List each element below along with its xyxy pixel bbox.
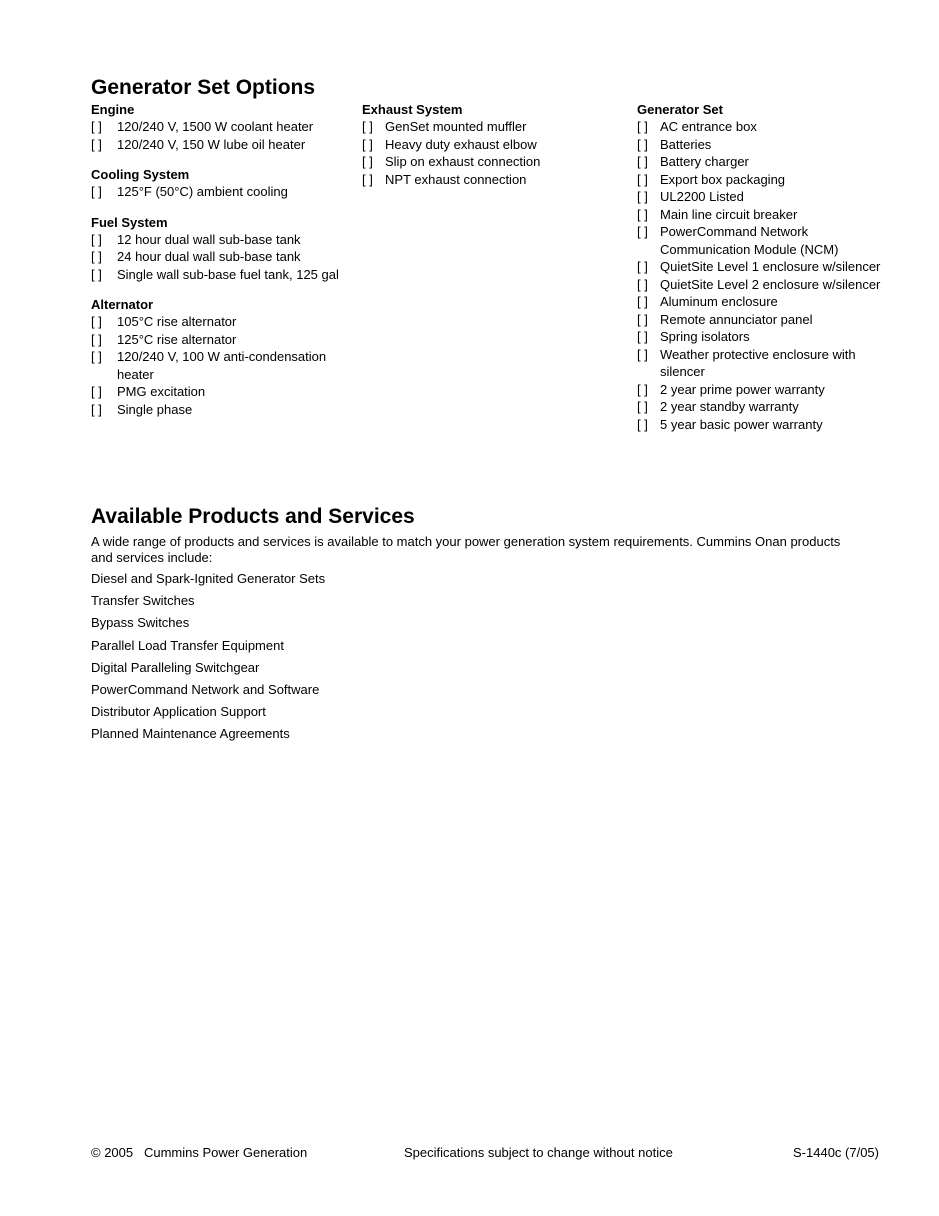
engine-group — [91, 101, 353, 153]
footer-notice: Specifications subject to change without notice — [404, 1145, 673, 1160]
options-column-2 — [362, 101, 624, 201]
footer-copyright: © 2005 Cummins Power Generation — [91, 1145, 308, 1160]
service-item: PowerCommand Network and Software — [91, 681, 320, 697]
option-label: Slip on exhaust connection — [385, 154, 541, 169]
option-label: Aluminum enclosure — [660, 294, 778, 309]
service-item: Distributor Application Support — [91, 704, 266, 720]
option-label: 120/240 V, 100 W anti-condensation heater — [117, 349, 327, 382]
option-item — [637, 118, 899, 136]
option-label: NPT exhaust connection — [385, 171, 527, 187]
option-label: 120/240 V, 1500 W coolant heater — [117, 119, 314, 134]
option-item — [91, 348, 353, 383]
option-item — [362, 118, 624, 136]
option-item — [91, 383, 353, 401]
option-label: PowerCommand Network Communication Module (NCM) — [660, 224, 839, 257]
option-label: AC entrance box — [660, 119, 757, 134]
option-item — [637, 381, 899, 399]
checkbox: [ ] — [637, 381, 648, 397]
option-label: 120/240 V, 150 W lube oil heater — [117, 136, 306, 152]
option-item — [91, 313, 353, 331]
options-column-3 — [637, 101, 899, 446]
option-item — [91, 183, 353, 201]
option-item — [91, 118, 353, 136]
fuel-group — [91, 214, 353, 284]
service-item: Bypass Switches — [91, 615, 190, 631]
checkbox: [ ] — [362, 154, 373, 169]
option-label: QuietSite Level 2 enclosure w/silencer — [660, 276, 881, 292]
group-title: Generator Set — [637, 102, 723, 117]
checkbox: [ ] — [637, 259, 648, 274]
checkbox: [ ] — [637, 276, 648, 292]
option-item — [362, 136, 624, 154]
option-label: 125°F (50°C) ambient cooling — [117, 184, 288, 199]
option-item — [637, 171, 899, 189]
option-label: 2 year standby warranty — [660, 399, 799, 414]
option-label: 105°C rise alternator — [117, 314, 237, 329]
option-label: 12 hour dual wall sub-base tank — [117, 231, 301, 247]
checkbox: [ ] — [362, 119, 373, 134]
checkbox: [ ] — [637, 416, 648, 432]
checkbox: [ ] — [91, 331, 102, 347]
group-title: Alternator — [91, 297, 154, 312]
checkbox: [ ] — [362, 171, 373, 187]
option-label: GenSet mounted muffler — [385, 119, 527, 134]
option-item — [637, 416, 899, 434]
option-label: Main line circuit breaker — [660, 206, 798, 222]
option-item — [637, 136, 899, 154]
option-item — [637, 293, 899, 311]
services-title: Available Products and Services — [91, 505, 415, 528]
option-item — [91, 136, 353, 154]
option-label: 5 year basic power warranty — [660, 416, 823, 432]
option-item — [637, 206, 899, 224]
exhaust-group — [362, 101, 624, 188]
option-item — [91, 401, 353, 419]
checkbox: [ ] — [637, 311, 648, 327]
checkbox: [ ] — [637, 189, 648, 204]
checkbox: [ ] — [91, 231, 102, 247]
options-column-1 — [91, 101, 353, 431]
group-title: Exhaust System — [362, 102, 463, 117]
service-item: Parallel Load Transfer Equipment — [91, 637, 284, 653]
group-title: Engine — [91, 102, 135, 117]
option-label: Batteries — [660, 136, 712, 152]
checkbox: [ ] — [91, 136, 102, 152]
option-label: 125°C rise alternator — [117, 331, 237, 347]
option-label: PMG excitation — [117, 384, 206, 399]
checkbox: [ ] — [637, 171, 648, 187]
option-item — [637, 223, 899, 258]
option-label: UL2200 Listed — [660, 189, 744, 204]
checkbox: [ ] — [637, 346, 648, 362]
footer-doc-number: S-1440c (7/05) — [793, 1145, 879, 1160]
option-item — [362, 171, 624, 189]
option-label: Remote annunciator panel — [660, 311, 813, 327]
cooling-group — [91, 166, 353, 201]
checkbox: [ ] — [91, 384, 102, 399]
option-item — [637, 346, 899, 381]
option-label: QuietSite Level 1 enclosure w/silencer — [660, 259, 881, 274]
option-label: Heavy duty exhaust elbow — [385, 136, 537, 152]
checkbox: [ ] — [637, 206, 648, 222]
checkbox: [ ] — [91, 314, 102, 329]
checkbox: [ ] — [362, 136, 373, 152]
checkbox: [ ] — [91, 266, 102, 282]
options-title: Generator Set Options — [91, 76, 316, 99]
option-label: Export box packaging — [660, 171, 786, 187]
option-item — [637, 276, 899, 294]
checkbox: [ ] — [637, 294, 648, 309]
option-label: 2 year prime power warranty — [660, 381, 825, 397]
option-item — [362, 153, 624, 171]
option-label: Spring isolators — [660, 329, 750, 344]
group-title: Fuel System — [91, 214, 168, 230]
option-item — [637, 311, 899, 329]
option-label: 24 hour dual wall sub-base tank — [117, 249, 301, 264]
alternator-group — [91, 296, 353, 418]
service-item: Diesel and Spark-Ignited Generator Sets — [91, 571, 326, 586]
option-item — [637, 153, 899, 171]
option-item — [637, 328, 899, 346]
option-label: Single phase — [117, 401, 193, 417]
option-item — [91, 266, 353, 284]
option-item — [91, 331, 353, 349]
checkbox: [ ] — [91, 401, 102, 417]
generator-set-group — [637, 101, 899, 433]
services-list — [91, 571, 325, 749]
services-intro: A wide range of products and services is available to match your power generation system requirements. Cummins Onan products and services include: — [91, 534, 841, 565]
option-item — [637, 258, 899, 276]
service-item: Digital Paralleling Switchgear — [91, 659, 260, 675]
option-label: Weather protective enclosure with silencer — [660, 346, 856, 379]
option-item — [637, 188, 899, 206]
checkbox: [ ] — [91, 184, 102, 199]
option-item — [637, 398, 899, 416]
checkbox: [ ] — [637, 224, 648, 239]
group-title: Cooling System — [91, 167, 190, 182]
option-item — [91, 231, 353, 249]
option-label: Battery charger — [660, 154, 749, 169]
checkbox: [ ] — [91, 349, 102, 364]
checkbox: [ ] — [637, 329, 648, 344]
service-item: Planned Maintenance Agreements — [91, 726, 290, 742]
checkbox: [ ] — [637, 154, 648, 169]
option-item — [91, 248, 353, 266]
option-label: Single wall sub-base fuel tank, 125 gal — [117, 266, 339, 282]
checkbox: [ ] — [637, 136, 648, 152]
checkbox: [ ] — [637, 119, 648, 134]
checkbox: [ ] — [91, 249, 102, 264]
checkbox: [ ] — [91, 119, 102, 134]
checkbox: [ ] — [637, 399, 648, 414]
service-item: Transfer Switches — [91, 593, 195, 609]
